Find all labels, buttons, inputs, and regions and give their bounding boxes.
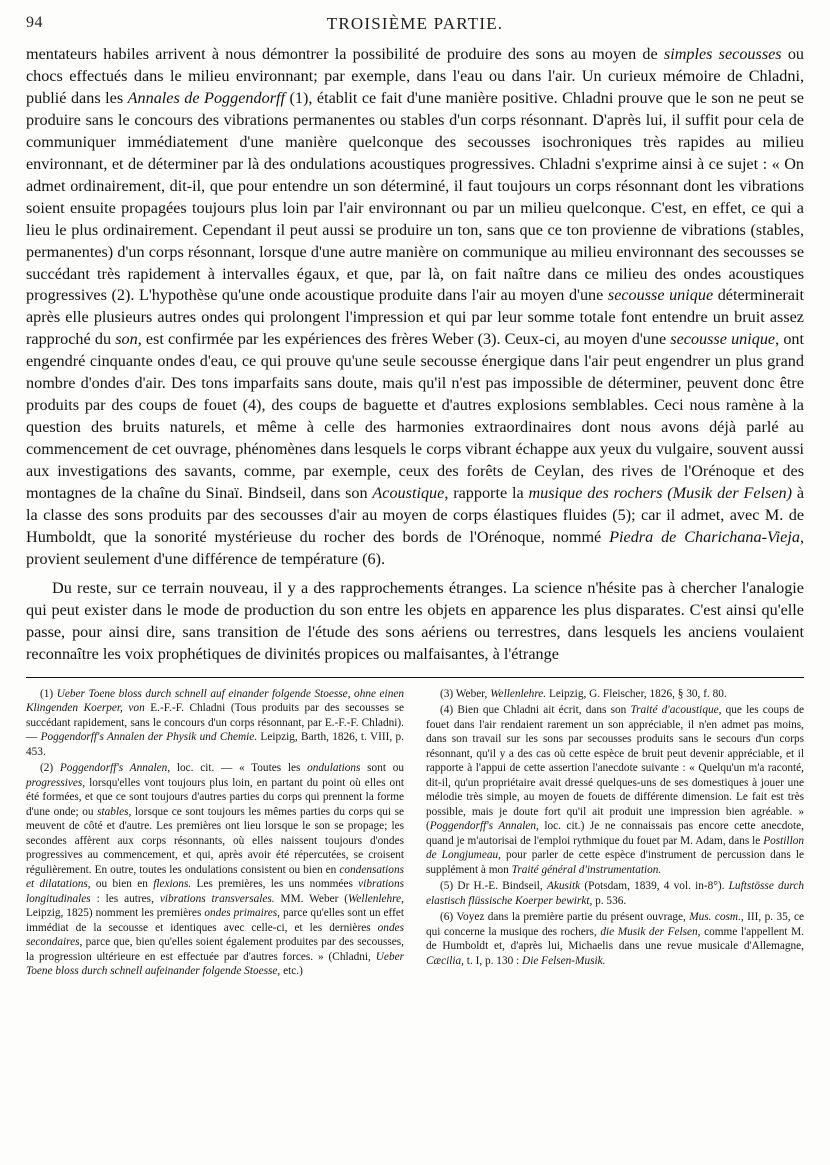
footnotes-right-column xyxy=(426,687,804,981)
italic-run: Annales de Poggendorff xyxy=(127,88,285,107)
italic-run: Wellenlehre xyxy=(348,892,402,905)
folio-number: 94 xyxy=(26,14,43,31)
italic-run: Poggendorff's Annalen, xyxy=(59,762,171,775)
italic-run: Ueber Toene bloss durch schnell aufeinander folgende Stoesse, xyxy=(26,950,404,978)
italic-run: Ueber Toene bloss durch schnell auf einander folgende Stoesse, ohne einen Klingenden Koerper, von xyxy=(26,687,405,715)
footnote xyxy=(26,687,404,760)
text-run: III, p. 35, ce qui concerne la musique des rochers, xyxy=(426,911,804,938)
text-run: lorsque ce sont toujours les mêmes parties du corps qui se meuvent de côté et d'autre. Les premières ont lieu lorsque le son se propage; les secondes affèrent aux corps résonnants, où elles naissent toujours d'ondes progressives au commencement, et qui, après avoir été répercutées, se croisent régulièrement. En outre, toutes les ondulations consistent ou bien en xyxy=(26,805,405,876)
page-header xyxy=(26,14,804,40)
italic-run: ondes primaires, xyxy=(204,907,281,920)
text-run: à la classe des sons produits par des secousses d'air au moyen de corps élastiques fluides (5); car il admet, avec M. de Humboldt, que la sonorité mystérieuse du rocher des bords de l'Orénoque, nommé xyxy=(26,484,805,546)
text-run: Les premières, les uns nommées xyxy=(191,878,359,891)
text-run: t. I, p. 130 : xyxy=(463,954,523,967)
text-run: : les autres, xyxy=(90,892,160,905)
text-run: sont ou xyxy=(360,762,404,775)
text-run: MM. Weber ( xyxy=(274,892,349,905)
italic-run: vibrations longitudinales xyxy=(26,878,404,905)
text-run: (5) D xyxy=(440,880,466,893)
italic-run: musique des rochers (Musik der Felsen) xyxy=(528,484,792,503)
text-run: (4) Bien que Chladni ait écrit, dans son xyxy=(440,704,631,717)
footnote xyxy=(426,910,804,968)
footnote xyxy=(426,687,804,702)
footnotes xyxy=(26,687,804,981)
text-run: déterminerait après elle plusieurs autres ondes qui prolongent l'impression et qui par leur somme totale font entendre un bruit assez rapproché du xyxy=(26,286,804,349)
italic-run: die Musik der Felsen, xyxy=(600,925,701,938)
italic-run: Luftstösse durch elastisch flüssische Koerper bewirkt, xyxy=(426,880,804,907)
italic-run: Postillon de Longjumeau, xyxy=(426,834,804,862)
italic-run: secousse unique xyxy=(670,330,776,349)
text-run: (2) xyxy=(40,762,60,775)
italic-run: Wellenlehre. xyxy=(490,687,547,700)
text-run: (1) xyxy=(40,687,57,700)
text-run: que les coups de fouet dans l'air rendaient rarement un son appréciable, il n'en admet pas moins, dans son travail sur les sons par secousses produits sans le secours d'un corps résonnant, qu'il y a des cas où cette espèce de bruit peut devenir appréciable, et il rapporte à l'appui de cette assertion l'anecdote suivante : « Quelqu'un m'a raconté, dit-il, qu'un propriétaire avait dressé quelques-uns de ses domestiques à jouer une mélodie très simple, au moyen de fouets de différente dimension. Le fait est très possible, mais je doute fort qu'il ait produit une impression bien agréable. » ( xyxy=(426,704,804,833)
italic-run: progressives, xyxy=(26,776,86,789)
text-run: (Potsdam, 1839, 4 vol. in-8°). xyxy=(580,880,729,893)
text-run: H.-E. Bindseil, xyxy=(469,880,547,893)
italic-run: stables, xyxy=(97,805,132,818)
text-run: etc.) xyxy=(280,965,303,978)
text-run: , est confirmée par les expériences des frères Weber (3). Ceux-ci, au moyen d'une xyxy=(137,330,671,349)
body-text xyxy=(26,44,804,666)
text-run: , Leipzig, 1825) nomment les premières xyxy=(26,892,404,920)
italic-run: Poggendorff's Annalen der Physik und Chemie. xyxy=(40,731,258,744)
text-run: ou chocs effectués dans le milieu environnant; par exemple, dans l'eau ou dans l'air. Un curieux mémoire de Chladni, publié dans les xyxy=(26,45,805,107)
footnote xyxy=(26,761,404,979)
text-run: (3) Weber, xyxy=(440,687,491,700)
text-run: comme l'appellent M. de Humboldt et, d'après lui, Michaelis dans une revue musicale d'Allemagne, xyxy=(426,925,804,953)
body-paragraph xyxy=(26,44,804,571)
italic-run: ondulations xyxy=(307,762,361,775)
text-run: Du reste, sur ce terrain nouveau, il y a des rapprochements étranges. La science n'hésite pas à chercher l'analogie qui peut exister dans le mode de production du son entre les objets en apparence les plus disparates. C'est ainsi qu'elle passe, pour ainsi dire, sans transition de l'étude des sons aériens ou terrestres, dans lesquels les anciens voulaient reconnaître les voix prophétiques de divinités propices ou malfaisantes, à l'étrange xyxy=(26,578,804,663)
text-run: parce qu'elles sont un effet immédiat de la secousse et identiques avec celle-ci, et les dernières xyxy=(26,907,404,934)
text-run: , ont engendré cinquante ondes d'eau, ce qui prouve qu'une seule secousse énergique dans l'air peut engendrer un plus grand nombre d'ondes d'air. Des tons imparfaits sans doute, mais qu'il n'est pas impossible de déterminer, peuvent donc être produits par des coups de fouet (4), des coups de baguette et d'autres explosions semblables. Ceci nous ramène à la question des bruits naturels, et même à celle des harmonies extraordinaires dont nous avons déjà parlé au commencement de cet ouvrage, phénomènes dans lesquels le corps vibrant échappe aux yeux du vulgaire, souvent aussi aux investigations des savants, comme, par exemple, ceux des forêts de Ceylan, des rives de l'Orénoque et des montagnes de la chaîne du Sinaï. Bindseil, dans son xyxy=(26,330,805,503)
text-run: Leipzig, G. Fleischer, 1826, § 30, f. 80. xyxy=(546,687,727,700)
italic-run: Traité général d'instrumentation. xyxy=(511,863,662,876)
text-run: pour parler de cette espèce d'instrument de percussion dans le supplément à mon xyxy=(426,849,805,876)
italic-run: Die Felsen-Musik. xyxy=(522,954,606,967)
text-run: p. 536. xyxy=(592,894,627,907)
text-run: Leipzig, Barth, 1826, t. VIII, p. 453. xyxy=(26,731,404,758)
italic-run: secousse unique xyxy=(607,286,714,305)
text-run: , rapporte la xyxy=(444,484,529,503)
text-run: loc. cit. — « Toutes les xyxy=(170,762,308,775)
footnote-divider xyxy=(26,677,804,678)
text-run: , provient seulement d'une différence de température (6). xyxy=(26,527,804,568)
text-run: E.-F.-F. Chladni (Tous produits par des secousses se succédant rapidement, sans le concours d'un corps résonnant, par E.-F.-F. Chladni). — xyxy=(26,702,404,744)
italic-run: Traité d'acoustique, xyxy=(630,704,722,717)
text-run: ou bien en xyxy=(90,878,154,891)
running-title: TROISIÈME PARTIE. xyxy=(326,14,504,33)
italic-run: Poggendorff's Annalen, xyxy=(429,820,539,833)
italic-run: condensations et dilatations, xyxy=(26,863,404,891)
italic-run: vibrations transversales. xyxy=(159,892,275,905)
text-run: mentateurs habiles arrivent à nous démontrer la possibilité de produire des sons au moyen de xyxy=(26,45,664,63)
body-paragraph xyxy=(26,578,804,666)
italic-run: son xyxy=(115,330,138,349)
footnote xyxy=(426,879,804,908)
italic-run: Cæcilia, xyxy=(426,954,464,967)
footnote xyxy=(426,703,804,877)
italic-run: ondes secondaires, xyxy=(26,921,404,949)
italic-run: flexions. xyxy=(153,878,192,891)
footnotes-left-column xyxy=(26,687,404,981)
text-run: r xyxy=(465,880,470,893)
text-run: lorsqu'elles vont toujours plus loin, en partant du point où elles ont été formées, et que ce sont toujours d'autres parties du corps qui prennent la forme d'une onde; ou xyxy=(26,776,404,818)
italic-run: Acoustique xyxy=(372,484,445,503)
text-run: parce que, bien qu'elles soient également produites par des secousses, la progression ultérieure en est effectuée par d'autres forces. » (Chladni, xyxy=(26,936,404,963)
italic-run: Akusitk xyxy=(546,880,581,893)
italic-run: Piedra de Charichana-Vieja xyxy=(609,527,800,546)
text-run: (1), établit ce fait d'une manière positive. Chladni prouve que le son ne peut se produire sans le concours des vibrations permanentes ou stables d'un corps résonnant. D'après lui, il suffit pour cela de communiquer immédiatement d'une manière quelconque des secousses isochroniques très rapides au milieu environnant, et de déterminer par là des ondulations acoustiques progressives. Chladni s'exprime ainsi à ce sujet : « On admet ordinairement, dit-il, que pour entendre un son déterminé, il faut toujours un corps résonnant dont les vibrations soient ensuite propagées toujours plus loin par l'air environnant ou par un milieu quelconque. C'est, en effet, ce qui a lieu le plus ordinairement. Cependant il peut aussi se produire un ton, sans que ce ton provienne de vibrations (stables, permanentes) d'un corps résonnant, lorsque d'une autre manière on communique au milieu environnant des secousses se succédant très rapidement à intervalles égaux, et que, par là, on fait naître dans ce milieu des ondes acoustiques progressives (2). L'hypothèse qu'une onde acoustique produite dans l'air au moyen d'une xyxy=(26,88,804,305)
text-run: (6) Voyez dans la première partie du présent ouvrage, xyxy=(440,911,690,924)
italic-run: simples secousses xyxy=(663,45,782,63)
text-run: loc. cit.) Je ne connaissais pas encore cette anecdote, quand je m'autorisai de l'emploi rythmique du fouet par M. Adam, dans le xyxy=(426,820,804,847)
italic-run: Mus. cosm., xyxy=(689,911,744,924)
